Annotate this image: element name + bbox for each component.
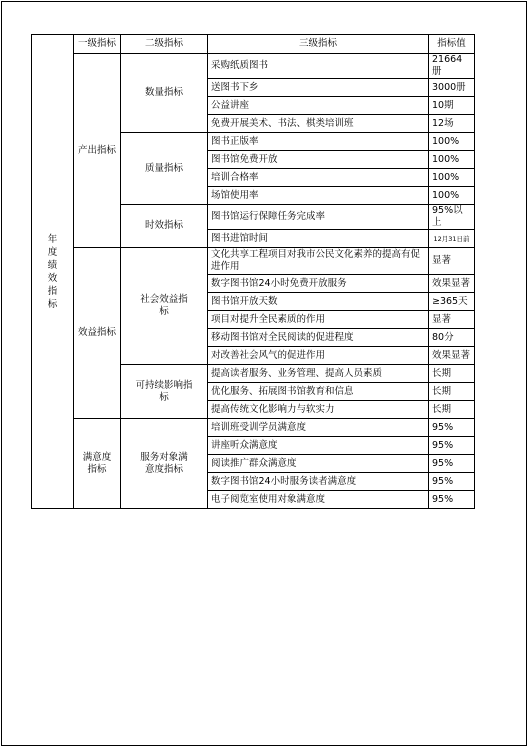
level3-cell: 数字图书馆24小时免费开放服务 xyxy=(208,275,429,293)
value-cell: 100% xyxy=(429,151,475,169)
level2-sustainable-label: 可持续影响指标 xyxy=(135,379,193,403)
level1-output: 产出指标 xyxy=(74,54,121,248)
level3-cell: 提高传统文化影响力与软实力 xyxy=(208,401,429,419)
level3-cell: 培训班受训学员满意度 xyxy=(208,419,429,437)
value-cell: 效果显著 xyxy=(429,275,475,293)
level3-cell: 讲座听众满意度 xyxy=(208,437,429,455)
value-cell: 显著 xyxy=(429,248,475,275)
value-cell: 100% xyxy=(429,133,475,151)
value-cell: 12场 xyxy=(429,115,475,133)
value-cell: 显著 xyxy=(429,311,475,329)
level3-cell: 文化共享工程项目对我市公民文化素养的提高有促进作用 xyxy=(208,248,429,275)
level1-satisfaction-label: 满意度指标 xyxy=(82,451,112,475)
value-cell: 95% xyxy=(429,455,475,473)
level3-cell: 数字图书馆24小时服务读者满意度 xyxy=(208,473,429,491)
level3-cell: 图书馆运行保障任务完成率 xyxy=(208,205,429,230)
level2-sustainable xyxy=(121,365,208,419)
level3-cell: 培训合格率 xyxy=(208,169,429,187)
level3-cell: 优化服务、拓展图书馆教育和信息 xyxy=(208,383,429,401)
table-row xyxy=(32,419,475,437)
level2-social xyxy=(121,248,208,365)
value-cell: 95% xyxy=(429,437,475,455)
performance-indicator-table xyxy=(31,34,475,509)
level3-cell: 送图书下乡 xyxy=(208,79,429,97)
level3-cell: 场馆使用率 xyxy=(208,187,429,205)
value-cell: 12月31日前 xyxy=(429,230,475,248)
header-level1: 一级指标 xyxy=(74,35,121,54)
level3-cell: 电子阅览室使用对象满意度 xyxy=(208,491,429,509)
value-cell: 95% xyxy=(429,473,475,491)
level3-cell: 采购纸质图书 xyxy=(208,54,429,79)
table-row xyxy=(32,54,475,79)
value-cell: 100% xyxy=(429,187,475,205)
level3-cell: 图书进馆时间 xyxy=(208,230,429,248)
level1-satisfaction xyxy=(74,419,121,509)
header-row xyxy=(32,35,475,54)
level3-cell: 图书馆免费开放 xyxy=(208,151,429,169)
value-cell: 95%以上 xyxy=(429,205,475,230)
table-row xyxy=(32,248,475,275)
value-cell: ≥365天 xyxy=(429,293,475,311)
value-cell: 3000册 xyxy=(429,79,475,97)
level3-cell: 提高读者服务、业务管理、提高人员素质 xyxy=(208,365,429,383)
level3-cell: 移动图书馆对全民阅读的促进程度 xyxy=(208,329,429,347)
value-cell: 95% xyxy=(429,491,475,509)
value-cell: 效果显著 xyxy=(429,347,475,365)
level3-cell: 图书馆开放天数 xyxy=(208,293,429,311)
value-cell: 长期 xyxy=(429,365,475,383)
value-cell: 95% xyxy=(429,419,475,437)
level3-cell: 免费开展美术、书法、棋类培训班 xyxy=(208,115,429,133)
level2-service-label: 服务对象满意度指标 xyxy=(140,451,188,475)
value-cell: 80分 xyxy=(429,329,475,347)
header-level3: 三级指标 xyxy=(208,35,429,54)
level3-cell: 对改善社会风气的促进作用 xyxy=(208,347,429,365)
level3-cell: 图书正版率 xyxy=(208,133,429,151)
annual-indicator-label: 年度绩效指标 xyxy=(47,233,58,310)
value-cell: 长期 xyxy=(429,401,475,419)
level3-cell: 阅读推广群众满意度 xyxy=(208,455,429,473)
level2-quality: 质量指标 xyxy=(121,133,208,205)
annual-indicator-cell xyxy=(32,35,74,509)
level3-cell: 项目对提升全民素质的作用 xyxy=(208,311,429,329)
header-level2: 二级指标 xyxy=(121,35,208,54)
level3-cell: 公益讲座 xyxy=(208,97,429,115)
level2-social-label: 社会效益指标 xyxy=(140,294,188,317)
level2-quantity: 数量指标 xyxy=(121,54,208,133)
level1-benefit: 效益指标 xyxy=(74,248,121,419)
value-cell: 长期 xyxy=(429,383,475,401)
value-cell: 10期 xyxy=(429,97,475,115)
header-value: 指标值 xyxy=(429,35,475,54)
level2-service xyxy=(121,419,208,509)
value-cell: 21664册 xyxy=(429,54,475,79)
value-cell: 100% xyxy=(429,169,475,187)
level2-timeliness: 时效指标 xyxy=(121,205,208,248)
